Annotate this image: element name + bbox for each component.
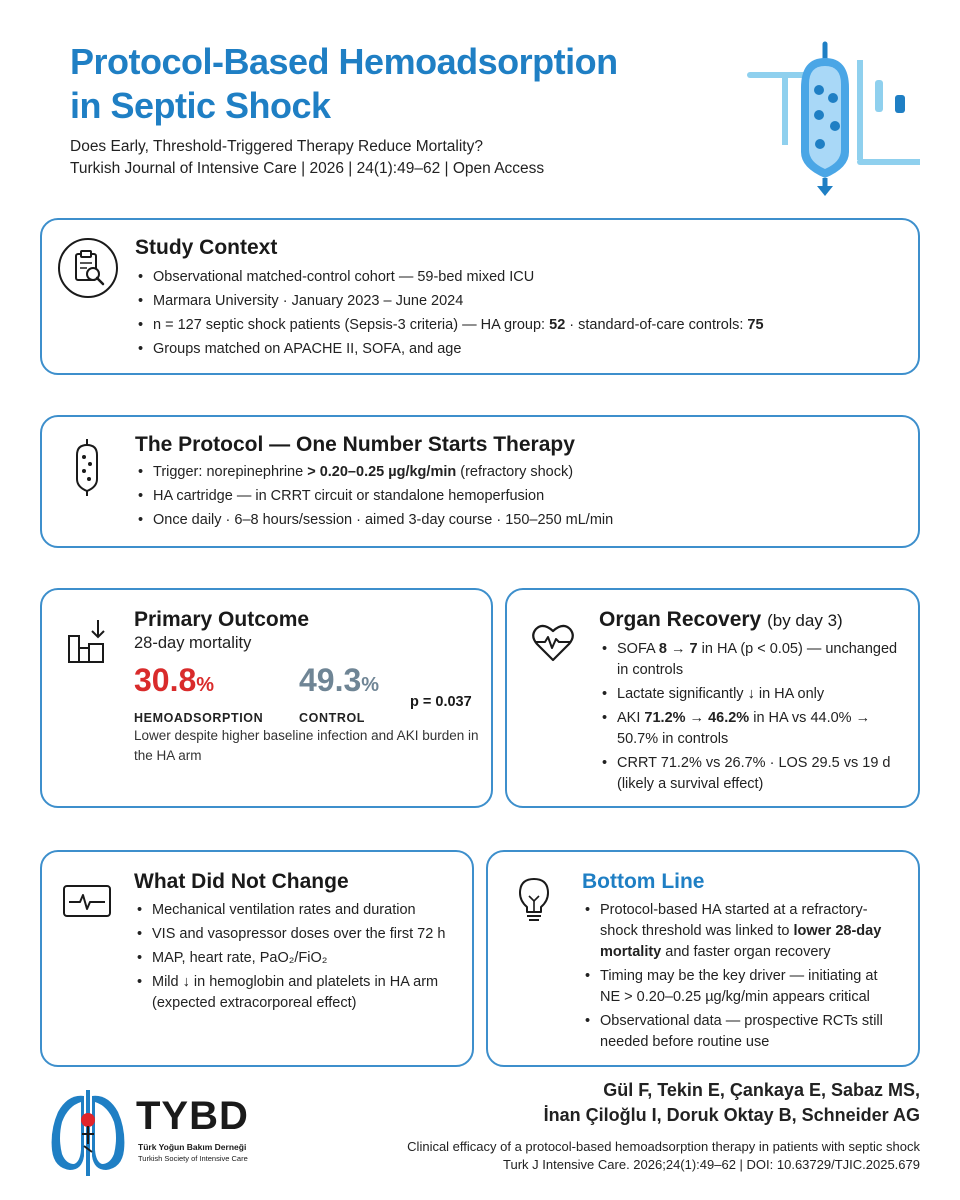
bottom-line-key-finding: lower 28-day mortality: [600, 923, 882, 960]
organ-recovery-card: [505, 588, 920, 808]
list-item: • Once daily · 6–8 hours/session · aimed 3-day course · 150–250 mL/min: [135, 510, 905, 531]
heart-pulse-icon: [531, 622, 575, 662]
lightbulb-icon: [516, 876, 552, 926]
ha-group-count: 52: [549, 317, 566, 333]
primary-outcome-subheading: 28-day mortality: [134, 634, 252, 652]
clipboard-search-icon: [57, 237, 119, 299]
citation-doi: Turk J Intensive Care. 2026;24(1):49–62 | DOI: 10.63729/TJIC.2025.679: [503, 1157, 920, 1172]
list-item: [599, 708, 899, 750]
sample-size-text: n = 127 septic shock patients (Sepsis-3 criteria) — HA group:: [153, 317, 550, 333]
logo-name-en: Turkish Society of Intensive Care: [138, 1154, 248, 1163]
logo-abbrev: TYBD: [136, 1094, 249, 1138]
study-context-heading: Study Context: [135, 236, 278, 259]
organ-recovery-list: [599, 639, 899, 795]
control-mortality-unit: %: [361, 674, 380, 696]
sofa-suffix: in HA (p < 0.05) — unchanged in controls: [617, 641, 898, 678]
no-change-heading: What Did Not Change: [134, 870, 349, 893]
authors-line-2: İnan Çiloğlu I, Doruk Oktay B, Schneider AG: [543, 1105, 920, 1125]
ha-mortality-value: 30.8: [134, 662, 197, 698]
control-group-count: 75: [747, 317, 764, 333]
protocol-heading: The Protocol — One Number Starts Therapy: [135, 433, 575, 456]
no-change-card: [40, 850, 474, 1067]
control-mortality-value: 49.3: [299, 662, 362, 698]
aki-prefix: AKI: [617, 710, 645, 726]
control-mortality-label: CONTROL: [299, 711, 365, 725]
sofa-prefix: SOFA: [617, 641, 659, 657]
study-context-card: [40, 218, 920, 375]
bottom-line-heading: Bottom Line: [582, 870, 705, 893]
list-item: • HA cartridge — in CRRT circuit or standalone hemoperfusion: [135, 486, 905, 507]
list-item: [582, 900, 892, 963]
bottom-line-list: [582, 900, 892, 1053]
primary-outcome-heading: Primary Outcome: [134, 608, 310, 631]
page-subtitle: [70, 136, 544, 180]
list-item: • Timing may be the key driver — initiating at NE > 0.20–0.25 µg/kg/min appears critical: [582, 966, 892, 1008]
list-item: • Mild ↓ in hemoglobin and platelets in HA arm (expected extracorporeal effect): [134, 972, 454, 1014]
title-line-1: Protocol-Based Hemoadsorption: [70, 41, 618, 82]
list-item: • Groups matched on APACHE II, SOFA, and age: [135, 339, 905, 360]
hemoadsorption-cartridge-illustration: [745, 40, 920, 200]
bar-chart-down-icon: [66, 618, 112, 664]
sample-size-mid: · standard-of-care controls:: [565, 317, 748, 333]
list-item: • VIS and vasopressor doses over the first 72 h: [134, 924, 454, 945]
ha-mortality-unit: %: [196, 674, 215, 696]
p-value: p = 0.037: [410, 694, 472, 710]
authors-line-1: Gül F, Tekin E, Çankaya E, Sabaz MS,: [603, 1080, 920, 1100]
bottom-line-card: [486, 850, 920, 1067]
list-item: • Observational matched-control cohort — 59-bed mixed ICU: [135, 267, 905, 288]
list-item: [599, 639, 899, 681]
organ-recovery-title: Organ Recovery: [599, 608, 762, 631]
list-item: [135, 315, 905, 336]
bottom-line-suffix: and faster organ recovery: [661, 944, 831, 960]
trigger-suffix: (refractory shock): [456, 464, 574, 480]
subtitle-question: Does Early, Threshold-Triggered Therapy Reduce Mortality?: [70, 138, 483, 155]
no-change-list: [134, 900, 454, 1014]
hemoadsorption-cartridge-icon: [72, 437, 102, 497]
ha-mortality-label: HEMOADSORPTION: [134, 711, 264, 725]
title-line-2: in Septic Shock: [70, 85, 331, 126]
list-item: • MAP, heart rate, PaO₂/FiO₂: [134, 948, 454, 969]
protocol-list: [135, 462, 905, 531]
logo-name-tr: Türk Yoğun Bakım Derneği: [138, 1142, 247, 1152]
list-item: • Observational data — prospective RCTs still needed before routine use: [582, 1011, 892, 1053]
organ-recovery-timeframe: (by day 3): [767, 611, 843, 630]
page-title: [70, 40, 618, 128]
study-context-list: [135, 267, 905, 360]
trigger-threshold: > 0.20–0.25 µg/kg/min: [307, 464, 457, 480]
ha-mortality-stat: [134, 662, 263, 725]
sofa-change: 8 → 7: [658, 641, 698, 657]
lungs-logo-icon: [48, 1088, 128, 1178]
journal-line: Turkish Journal of Intensive Care | 2026 | 24(1):49–62 | Open Access: [70, 160, 545, 177]
list-item: [135, 462, 905, 483]
aki-suffix: in HA vs 44.0% → 50.7% in controls: [617, 710, 871, 747]
list-item: • Mechanical ventilation rates and duration: [134, 900, 454, 921]
list-item: • Lactate significantly ↓ in HA only: [599, 684, 899, 705]
protocol-card: [40, 415, 920, 548]
primary-outcome-note: Lower despite higher baseline infection and AKI burden in the HA arm: [134, 728, 479, 763]
tybd-logo: [48, 1088, 258, 1178]
list-item: • Marmara University · January 2023 – June 2024: [135, 291, 905, 312]
trigger-prefix: Trigger: norepinephrine: [153, 464, 308, 480]
article-title: Clinical efficacy of a protocol-based hemoadsorption therapy in patients with septic shock: [407, 1139, 920, 1154]
authors: [544, 1078, 920, 1128]
list-item: • CRRT 71.2% vs 26.7% · LOS 29.5 vs 19 d (likely a survival effect): [599, 753, 899, 795]
control-mortality-stat: [299, 662, 379, 725]
aki-change: 71.2% → 46.2%: [644, 710, 750, 726]
organ-recovery-heading: [599, 607, 899, 634]
primary-outcome-card: [40, 588, 493, 808]
bottom-line-prefix: Protocol-based HA started at a refractory-shock threshold was linked to: [600, 902, 868, 939]
citation: [407, 1138, 920, 1174]
monitor-ecg-icon: [62, 884, 112, 920]
